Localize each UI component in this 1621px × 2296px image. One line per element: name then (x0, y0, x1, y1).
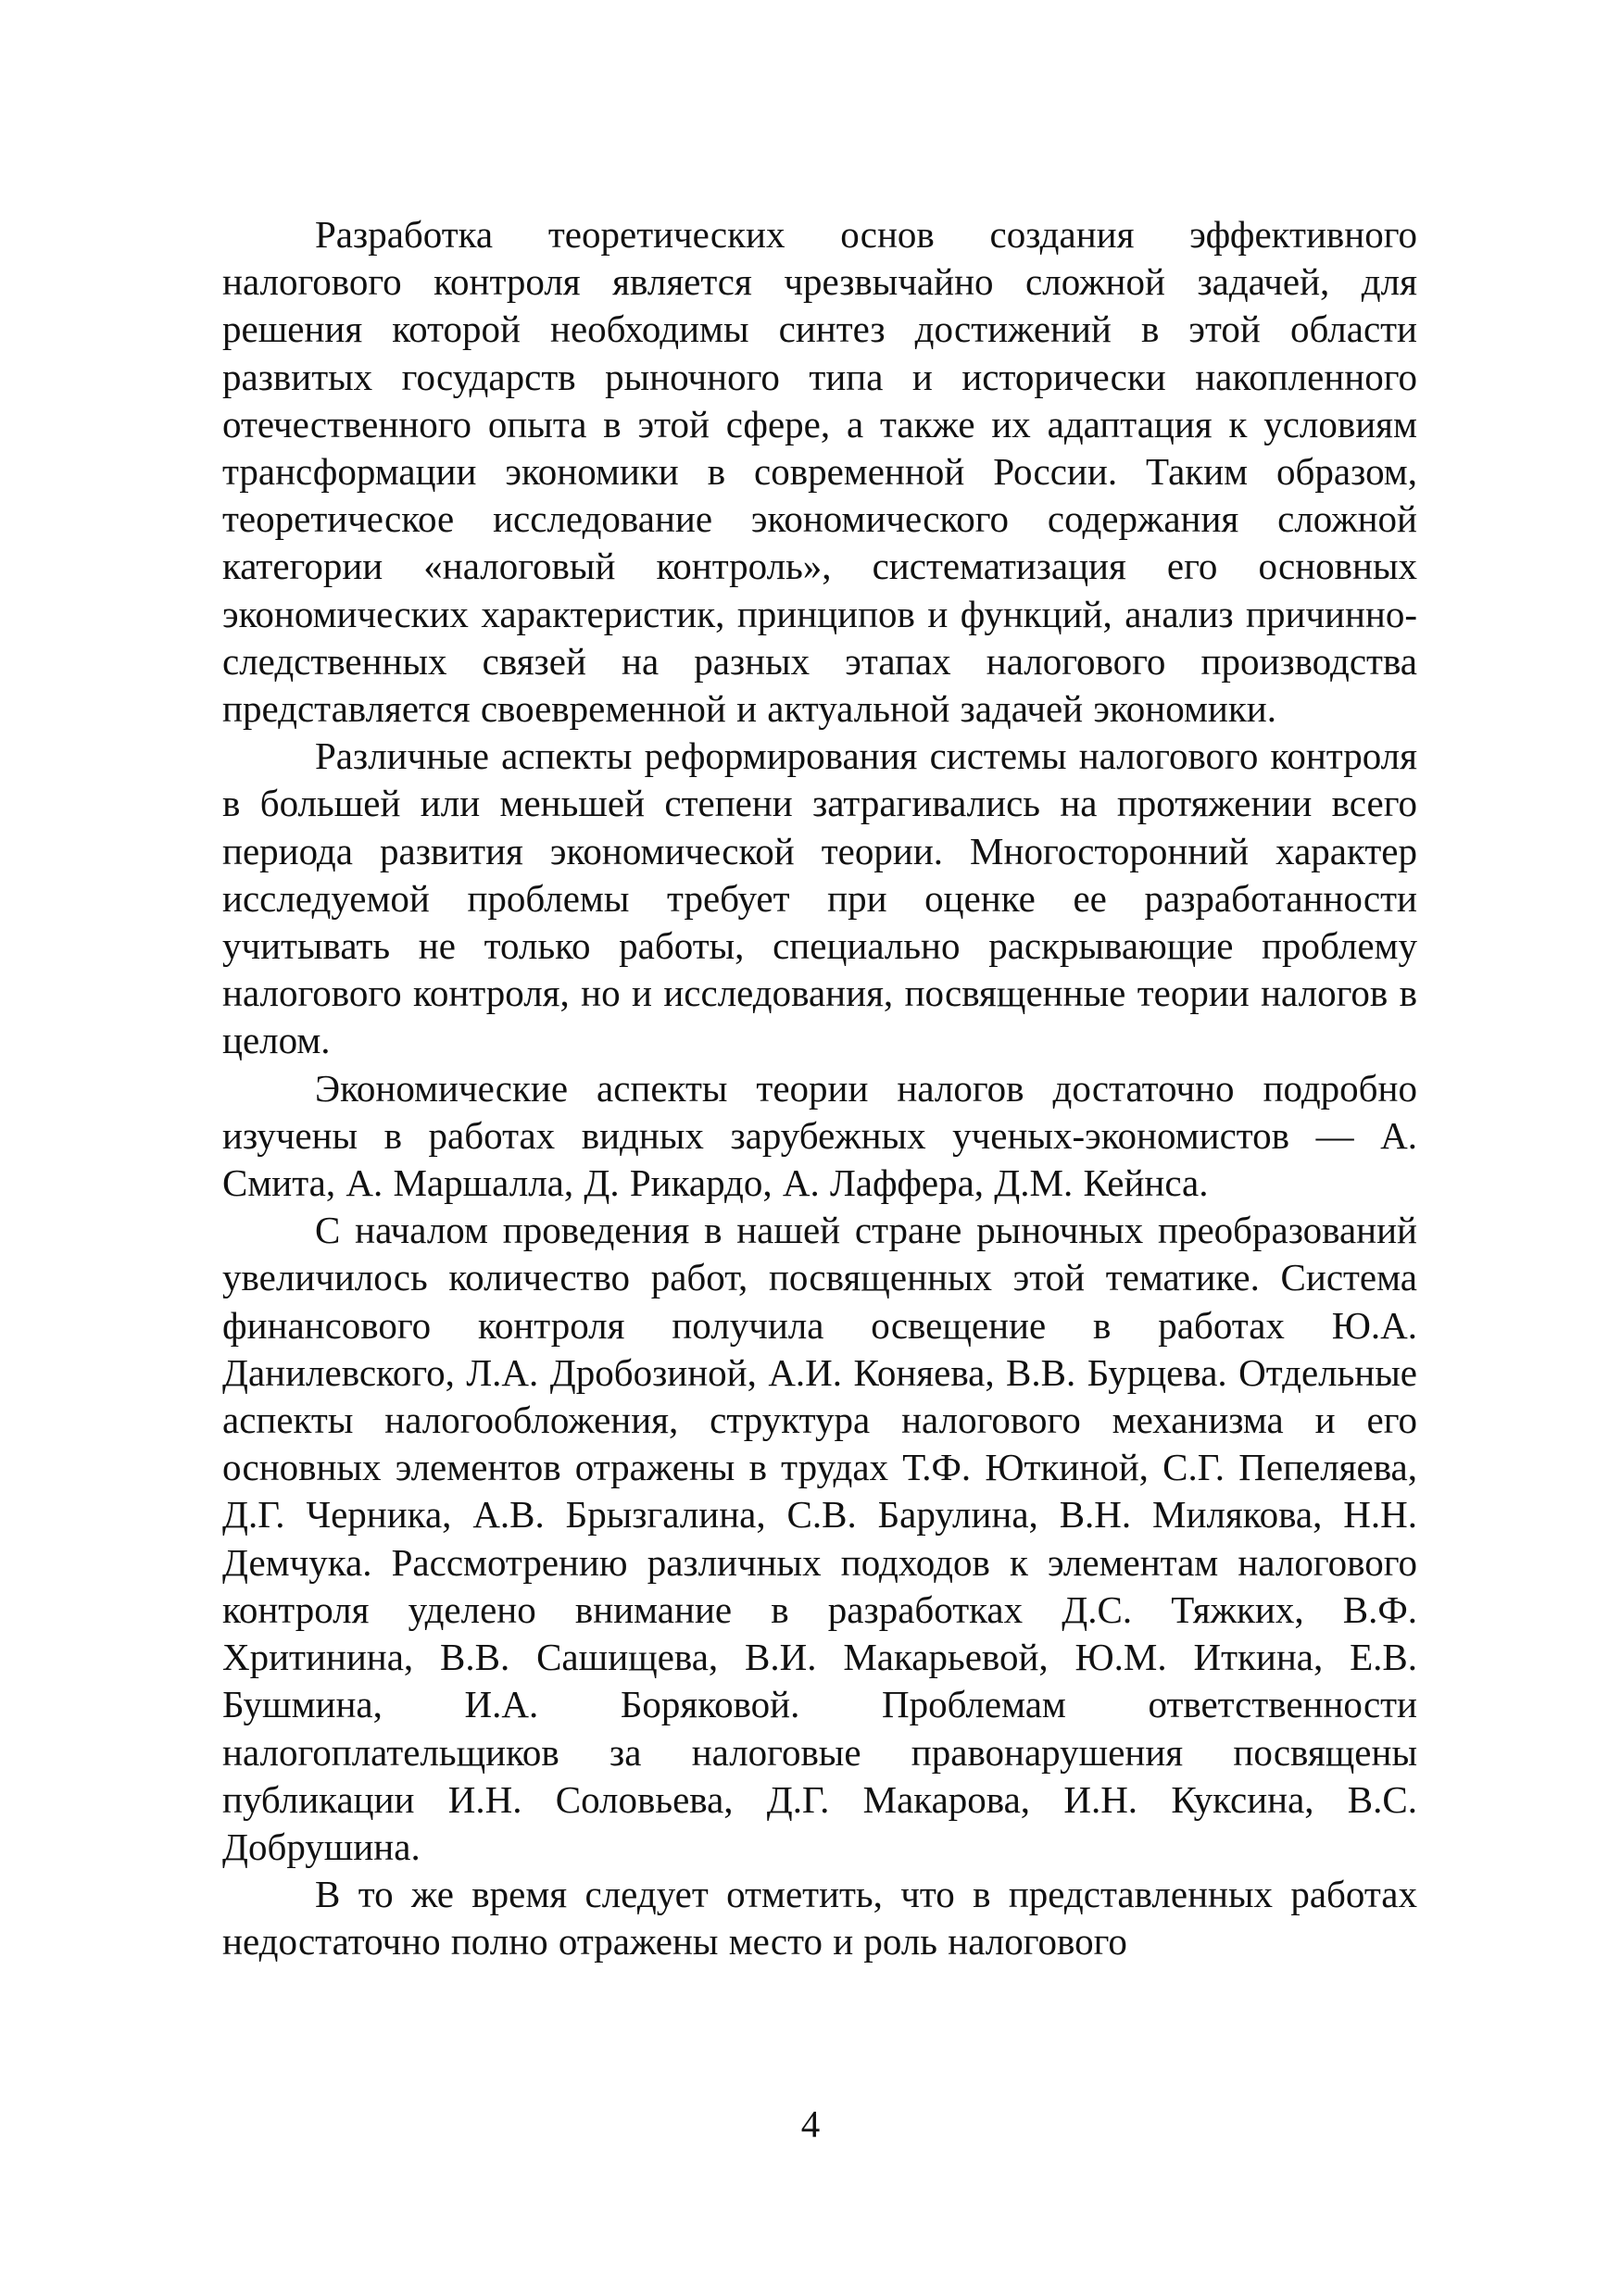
paragraph-4: С началом проведения в нашей стране рыночных преобразований увеличилось количество работ, посвященных этой тематике. Система финансового контроля получила освещение в работах Ю.А. Данилевского, Л.А. Дробозиной, А.И. Коняева, В.В. Бурцева. Отдельные аспекты налогообложения, структура налогового механизма и его основных элементов отражены в трудах Т.Ф. Юткиной, С.Г. Пепеляева, Д.Г. Черника, А.В. Брызгалина, С.В. Барулина, В.Н. Милякова, Н.Н. Демчука. Рассмотрению различных подходов к элементам налогового контроля уделено внимание в разработках Д.С. Тяжких, В.Ф. Хритинина, В.В. Сашищева, В.И. Макарьевой, Ю.М. Иткина, Е.В. Бушмина, И.А. Боряковой. Проблемам ответственности налогоплательщиков за налоговые правонарушения посвящены публикации И.Н. Соловьева, Д.Г. Макарова, И.Н. Куксина, В.С. Добрушина. (222, 1209, 1417, 1868)
paragraph-3: Экономические аспекты теории налогов достаточно подробно изучены в работах видных зарубежных ученых-экономистов — А. Смита, А. Маршалла, Д. Рикардо, А. Лаффера, Д.М. Кейнса. (222, 1066, 1417, 1205)
body-text (222, 211, 1417, 1966)
paragraph-2: Различные аспекты реформирования системы налогового контроля в большей или меньшей степени затрагивались на протяжении всего периода развития экономической теории. Многосторонний характер исследуемой проблемы требует при оценке ее разработанности учитывать не только работы, специально раскрывающие проблему налогового контроля, но и исследования, посвященные теории налогов в целом. (222, 734, 1417, 1062)
paragraph-5: В то же время следует отметить, что в представленных работах недостаточно полно отражены место и роль налогового (222, 1873, 1417, 1964)
page-number: 4 (800, 2102, 821, 2145)
paragraph-1: Разработка теоретических основ создания эффективного налогового контроля является чрезвычайно сложной задачей, для решения которой необходимы синтез достижений в этой области развитых государств рыночного типа и исторически накопленного отечественного опыта в этой сфере, а также их адаптация к условиям трансформации экономики в современной России. Таким образом, теоретическое исследование экономического содержания сложной категории «налоговый контроль», систематизация его основных экономических характеристик, принципов и функций, анализ причинно-следственных связей на разных этапах налогового производства представляется своевременной и актуальной задачей экономики. (222, 213, 1417, 731)
